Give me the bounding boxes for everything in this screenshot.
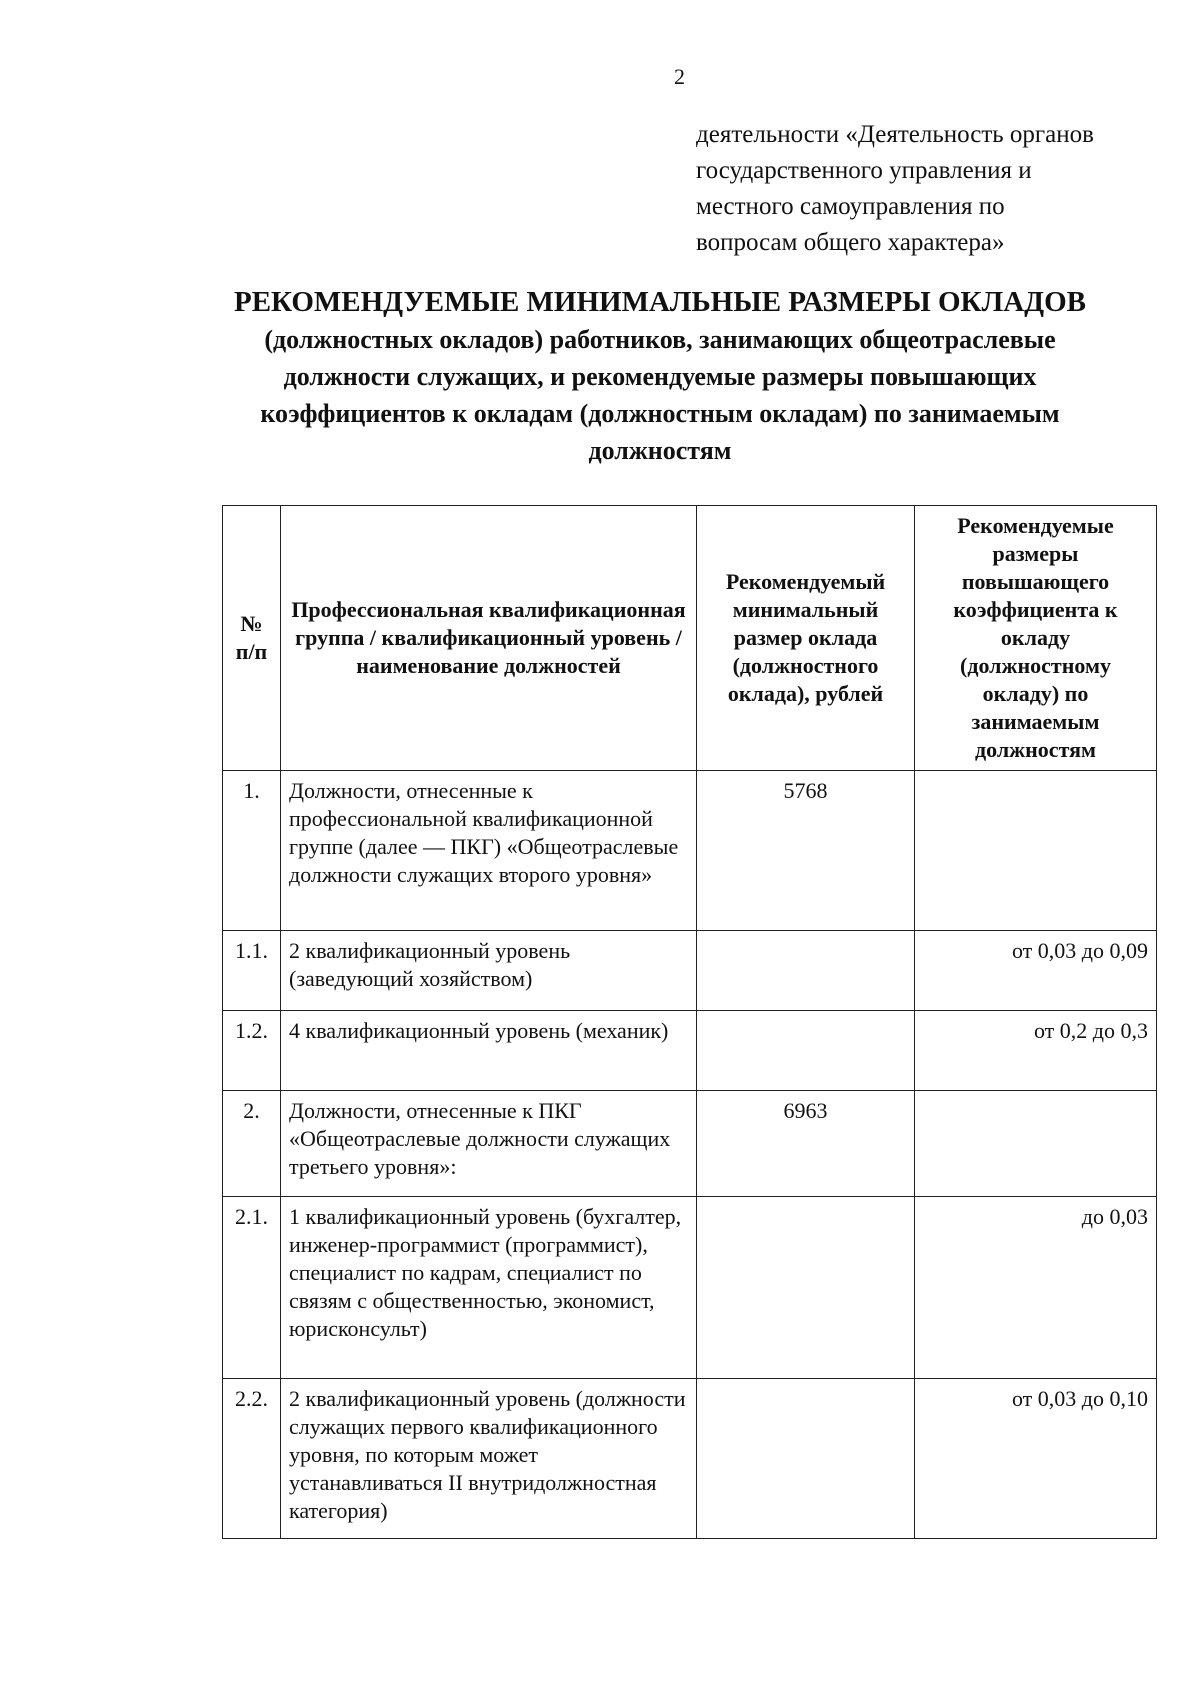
- table-row: [223, 1379, 1157, 1539]
- row-name: 2 квалификационный уровень (заведующий хозяйством): [281, 931, 697, 1011]
- title-line: (должностных окладов) работников, занимающих общеотраслевые: [264, 325, 1056, 354]
- title-line: коэффициентов к окладам (должностным окладам) по занимаемым: [260, 399, 1060, 428]
- row-coef: [915, 1091, 1157, 1197]
- row-num: 2.2.: [223, 1379, 281, 1539]
- row-num: 1.2.: [223, 1011, 281, 1091]
- title-line: РЕКОМЕНДУЕМЫЕ МИНИМАЛЬНЫЕ РАЗМЕРЫ ОКЛАДОВ: [233, 286, 1086, 318]
- table-row: [223, 1091, 1157, 1197]
- row-rate: 6963: [697, 1091, 915, 1197]
- row-rate: 5768: [697, 771, 915, 931]
- header-line: вопросам общего характера»: [696, 229, 1005, 256]
- row-rate: [697, 1011, 915, 1091]
- table-row: [223, 931, 1157, 1011]
- row-num: 1.1.: [223, 931, 281, 1011]
- table-row: [223, 1197, 1157, 1379]
- header-line: государственного управления и: [696, 157, 1032, 184]
- salary-table: [222, 505, 1157, 1539]
- row-num: 2.1.: [223, 1197, 281, 1379]
- row-name: Должности, отнесенные к ПКГ «Общеотраслевые должности служащих третьего уровня»:: [281, 1091, 697, 1197]
- row-name: 4 квалификационный уровень (механик): [281, 1011, 697, 1091]
- page-number: 2: [674, 64, 685, 89]
- row-rate: [697, 1379, 915, 1539]
- table-header-row: [223, 506, 1157, 771]
- row-name: 2 квалификационный уровень (должности служащих первого квалификационного уровня, по которым может устанавливаться II внутридолжностная категория): [281, 1379, 697, 1539]
- row-name: Должности, отнесенные к профессиональной квалификационной группе (далее — ПКГ) «Общеотраслевые должности служащих второго уровня»: [281, 771, 697, 931]
- title-line: должностям: [588, 436, 732, 465]
- row-rate: [697, 1197, 915, 1379]
- row-num: 1.: [223, 771, 281, 931]
- row-coef: от 0,03 до 0,09: [915, 931, 1157, 1011]
- header-rate: Рекомендуемый минимальный размер оклада (должностного оклада), рублей: [697, 506, 915, 771]
- row-coef: от 0,2 до 0,3: [915, 1011, 1157, 1091]
- table-row: [223, 771, 1157, 931]
- table-row: [223, 1011, 1157, 1091]
- row-coef: до 0,03: [915, 1197, 1157, 1379]
- row-rate: [697, 931, 915, 1011]
- row-coef: [915, 771, 1157, 931]
- header-name: Профессиональная квалификационная группа / квалификационный уровень / наименование должностей: [281, 506, 697, 771]
- row-num: 2.: [223, 1091, 281, 1197]
- header-line: местного самоуправления по: [696, 193, 1005, 220]
- header-line: деятельности «Деятельность органов: [696, 121, 1094, 148]
- header-coef: Рекомендуемые размеры повышающего коэффициента к окладу (должностному окладу) по занимаемым должностям: [915, 506, 1157, 771]
- row-coef: от 0,03 до 0,10: [915, 1379, 1157, 1539]
- title-line: должности служащих, и рекомендуемые размеры повышающих: [283, 362, 1037, 391]
- document-title: [180, 284, 1140, 469]
- row-name: 1 квалификационный уровень (бухгалтер, инженер-программист (программист), специалист по кадрам, специалист по связям с общественностью, экономист, юрисконсульт): [281, 1197, 697, 1379]
- header-num: № п/п: [223, 506, 281, 771]
